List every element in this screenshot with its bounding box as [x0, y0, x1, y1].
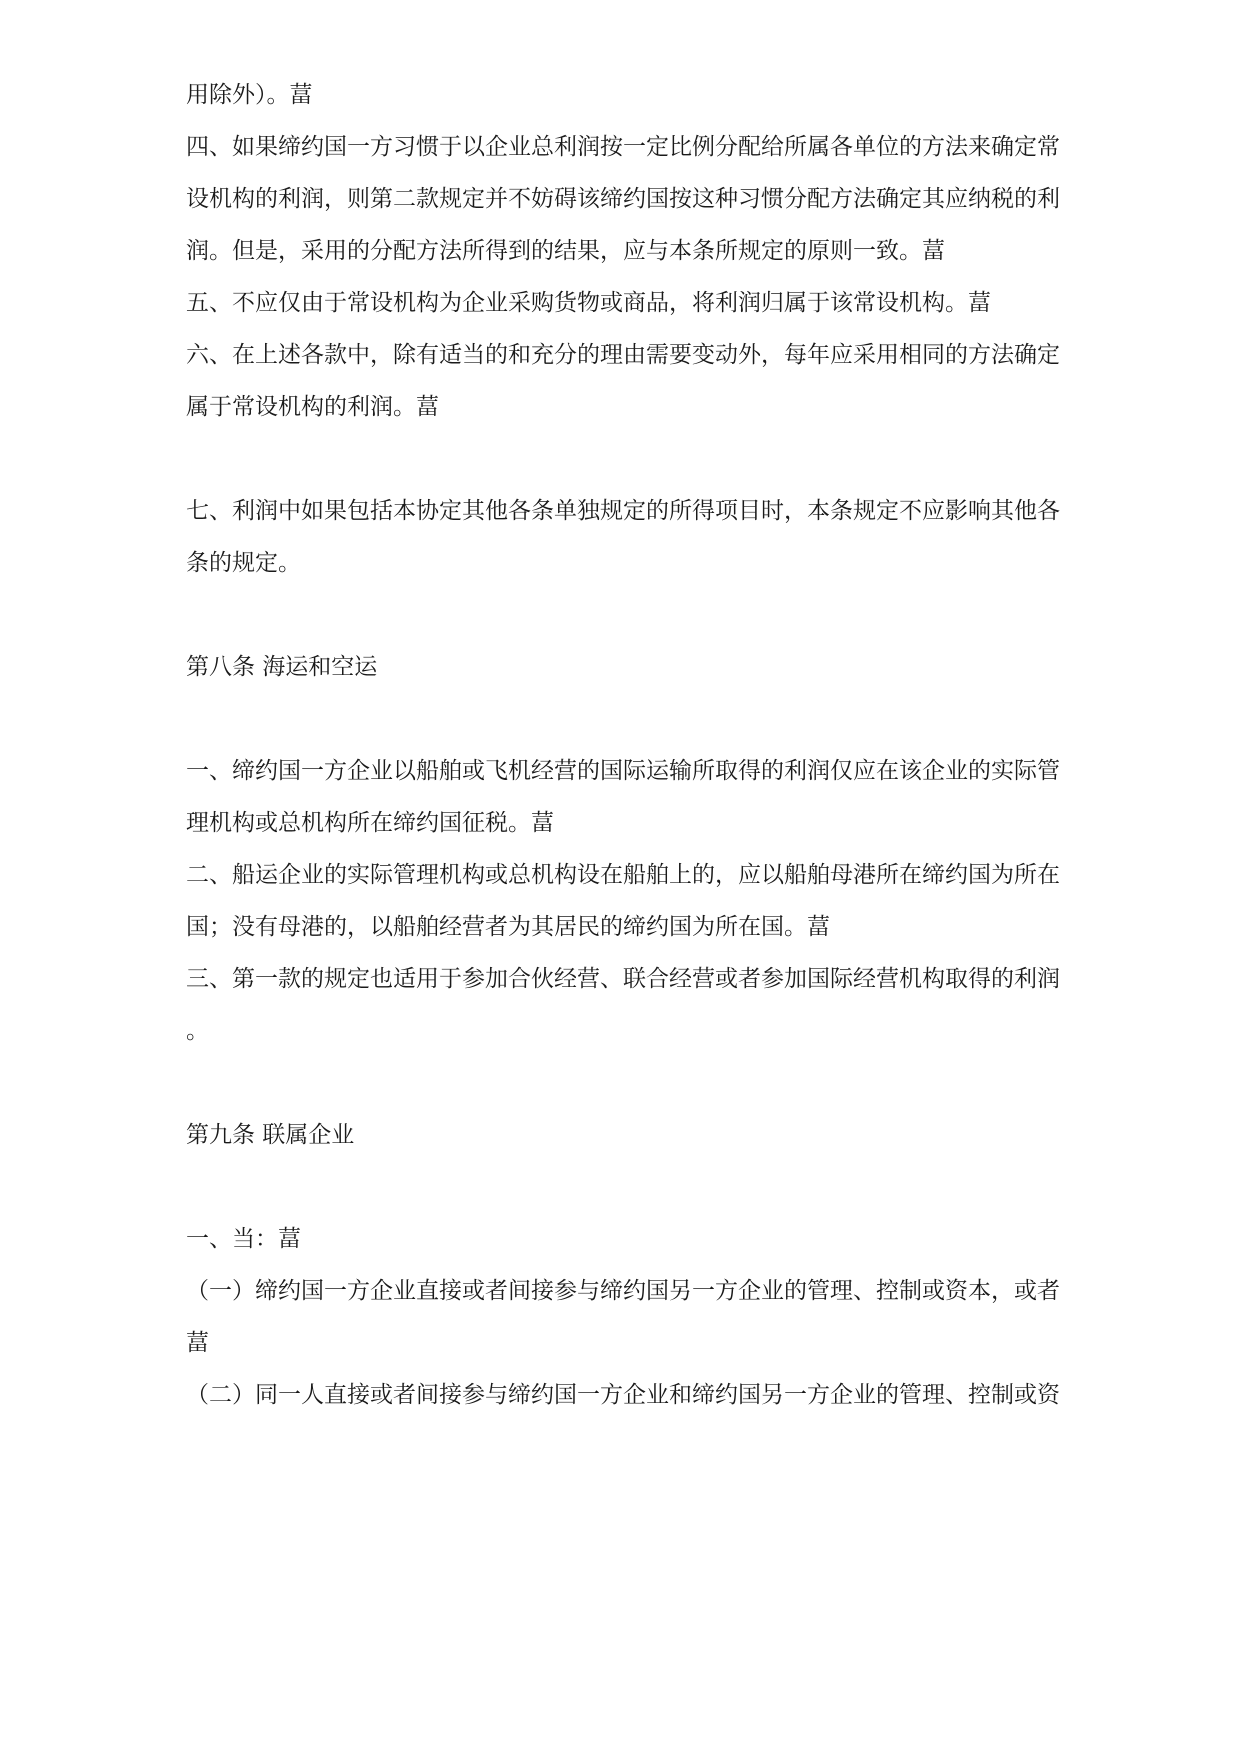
text-line-16: 。 [186, 1018, 209, 1044]
text-line-3: 设机构的利润，则第二款规定并不妨碍该缔约国按这种习惯分配方法确定其应纳税的利 [186, 186, 1060, 212]
text-line-7: 属于常设机构的利润。葍 [186, 394, 439, 420]
text-line-12: 理机构或总机构所在缔约国征税。葍 [186, 810, 554, 836]
text-line-1: 用除外）。葍 [186, 82, 313, 108]
text-line-2: 四、如果缔约国一方习惯于以企业总利润按一定比例分配给所属各单位的方法来确定常 [186, 134, 1060, 160]
text-line-20: 葍 [186, 1330, 209, 1356]
text-line-19: （一）缔约国一方企业直接或者间接参与缔约国另一方企业的管理、控制或资本，或者 [186, 1278, 1060, 1304]
text-line-14: 国；没有母港的，以船舶经营者为其居民的缔约国为所在国。葍 [186, 914, 830, 940]
text-line-18: 一、当：葍 [186, 1226, 301, 1252]
text-line-15: 三、第一款的规定也适用于参加合伙经营、联合经营或者参加国际经营机构取得的利润 [186, 966, 1060, 992]
article-8-heading: 第八条 海运和空运 [186, 654, 378, 680]
text-line-13: 二、船运企业的实际管理机构或总机构设在船舶上的，应以船舶母港所在缔约国为所在 [186, 862, 1060, 888]
text-line-9: 条的规定。 [186, 550, 301, 576]
text-line-21: （二）同一人直接或者间接参与缔约国一方企业和缔约国另一方企业的管理、控制或资 [186, 1382, 1060, 1408]
article-9-heading: 第九条 联属企业 [186, 1122, 355, 1148]
text-line-8: 七、利润中如果包括本协定其他各条单独规定的所得项目时，本条规定不应影响其他各 [186, 498, 1060, 524]
text-line-11: 一、缔约国一方企业以船舶或飞机经营的国际运输所取得的利润仅应在该企业的实际管 [186, 758, 1060, 784]
text-line-5: 五、不应仅由于常设机构为企业采购货物或商品，将利润归属于该常设机构。葍 [186, 290, 991, 316]
text-line-6: 六、在上述各款中，除有适当的和充分的理由需要变动外，每年应采用相同的方法确定 [186, 342, 1060, 368]
text-line-4: 润。但是，采用的分配方法所得到的结果，应与本条所规定的原则一致。葍 [186, 238, 945, 264]
